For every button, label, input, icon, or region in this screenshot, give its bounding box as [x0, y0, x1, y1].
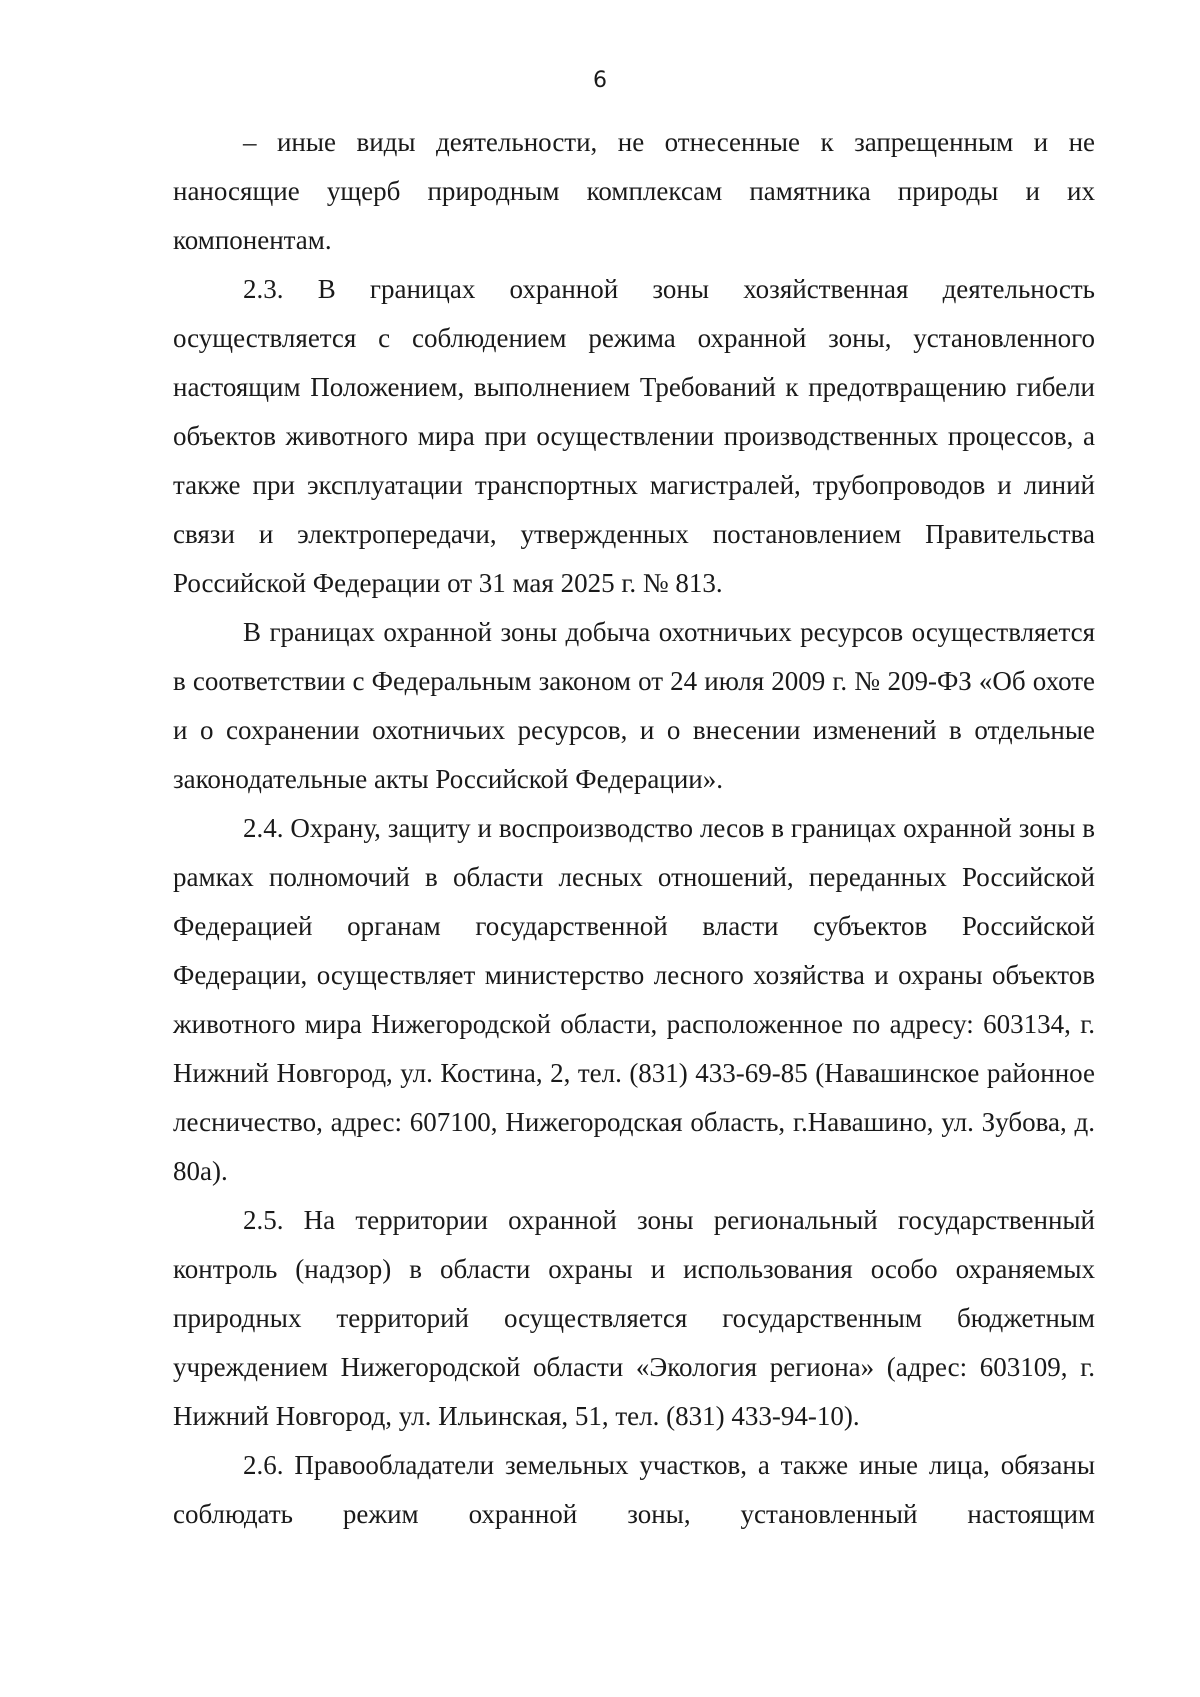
paragraph-section-2-4: 2.4. Охрану, защиту и воспроизводство лесов в границах охранной зоны в рамках полномочий в области лесных отношений, переданных Российской Федерацией органам государственной власти субъектов Российской Федерации, осуществляет министерство лесного хозяйства и охраны объектов животного мира Нижегородской области, расположенное по адресу: 603134, г. Нижний Новгород, ул. Костина, 2, тел. (831) 433-69-85 (Навашинское районное лесничество, адрес: 607100, Нижегородская область, г.Навашино, ул. Зубова, д. 80а).: [173, 813, 1095, 1186]
page-number: 6: [593, 68, 607, 93]
paragraph-section-2-5: 2.5. На территории охранной зоны региональный государственный контроль (надзор) в области охраны и использования особо охраняемых природных территорий осуществляется государственным бюджетным учреждением Нижегородской области «Экология региона» (адрес: 603109, г. Нижний Новгород, ул. Ильинская, 51, тел. (831) 433-94-10).: [173, 1205, 1095, 1431]
paragraph-section-2-3: 2.3. В границах охранной зоны хозяйственная деятельность осуществляется с соблюдением режима охранной зоны, установленного настоящим Положением, выполнением Требований к предотвращению гибели объектов животного мира при осуществлении производственных процессов, а также при эксплуатации транспортных магистралей, трубопроводов и линий связи и электропередачи, утвержденных постановлением Правительства Российской Федерации от 31 мая 2025 г. № 813.: [173, 274, 1095, 598]
paragraph-section-2-6: 2.6. Правообладатели земельных участков, а также иные лица, обязаны соблюдать режим охранной зоны, установленный настоящим: [173, 1450, 1095, 1529]
paragraph-list-item: – иные виды деятельности, не отнесенные к запрещенным и не наносящие ущерб природным комплексам памятника природы и их компонентам.: [173, 127, 1095, 255]
paragraph-section-2-3-hunting: В границах охранной зоны добыча охотничьих ресурсов осуществляется в соответствии с Федеральным законом от 24 июля 2009 г. № 209-ФЗ «Об охоте и о сохранении охотничьих ресурсов, и о внесении изменений в отдельные законодательные акты Российской Федерации».: [173, 617, 1095, 794]
document-body: [173, 118, 1095, 1539]
